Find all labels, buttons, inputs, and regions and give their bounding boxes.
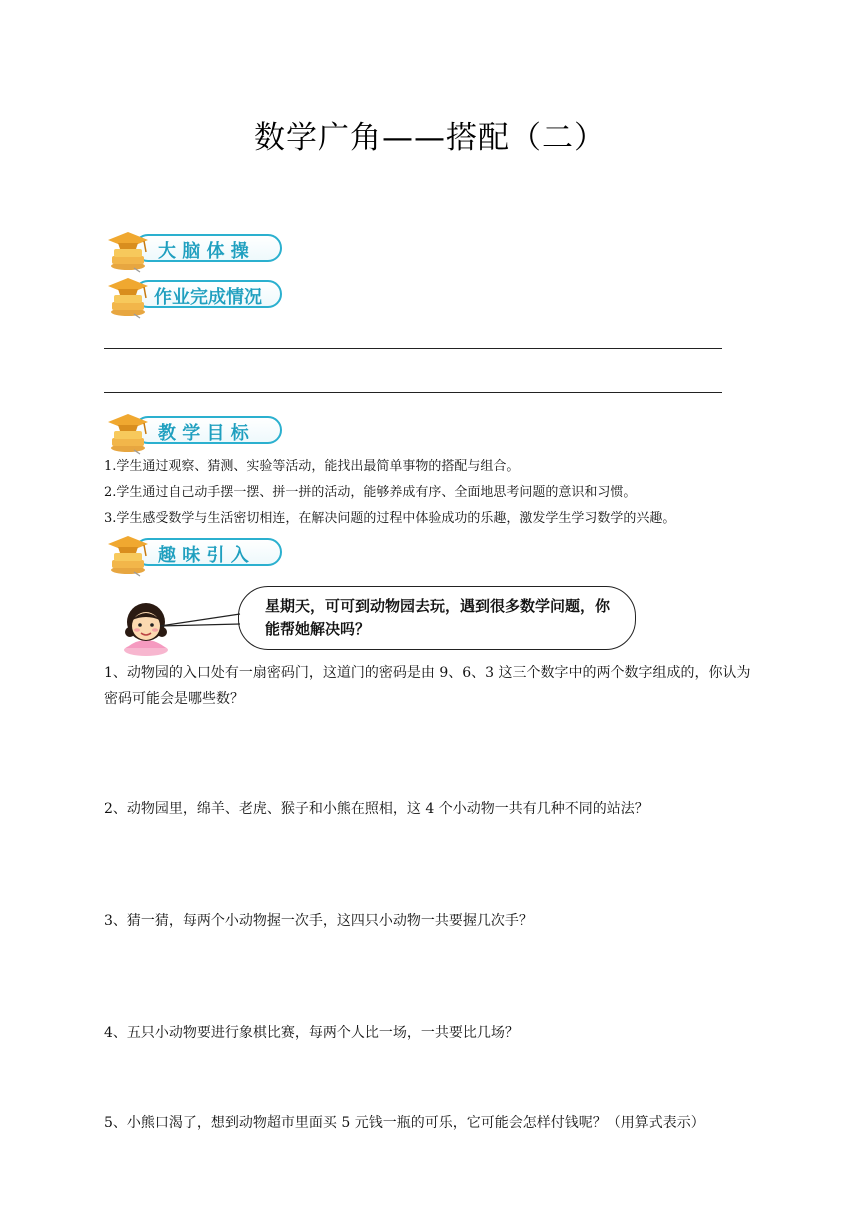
section-badge-brain-exercise: [106, 230, 282, 270]
goal-item: 1.学生通过观察、猜测、实验等活动，能找出最简单事物的搭配与组合。: [104, 459, 520, 474]
graduation-books-icon: [106, 276, 158, 320]
question-3: 3、猜一猜，每两个小动物握一次手，这四只小动物一共要握几次手？: [104, 913, 533, 929]
answer-line: [104, 392, 722, 393]
section-label: 趣 味 引 入: [158, 545, 249, 566]
section-label: 作业完成情况: [154, 287, 262, 308]
speech-bubble: [238, 586, 636, 650]
section-label: 教 学 目 标: [158, 423, 249, 444]
graduation-books-icon: [106, 412, 158, 456]
question-5: 5、小熊口渴了，想到动物超市里面买 5 元钱一瓶的可乐，它可能会怎样付钱呢？（用算式表示）: [104, 1115, 705, 1131]
page-title: 数学广角——搭配（二）: [254, 120, 606, 156]
answer-line: [104, 348, 722, 349]
section-badge-fun-intro: [106, 534, 282, 574]
section-label: 大 脑 体 操: [158, 241, 249, 262]
graduation-books-icon: [106, 534, 158, 578]
question-4: 4、五只小动物要进行象棋比赛，每两个人比一场，一共要比几场？: [104, 1025, 519, 1041]
section-badge-teaching-goals: [106, 412, 282, 452]
speech-text: 星期天，可可到动物园去玩，遇到很多数学问题，你能帮她解决吗？: [265, 597, 611, 638]
goal-item: 3.学生感受数学与生活密切相连，在解决问题的过程中体验成功的乐趣，激发学生学习数学的兴趣。: [104, 511, 676, 526]
question-2: 2、动物园里，绵羊、老虎、猴子和小熊在照相，这 4 个小动物一共有几种不同的站法？: [104, 801, 649, 817]
graduation-books-icon: [106, 230, 158, 274]
question-1: 1、动物园的入口处有一扇密码门，这道门的密码是由 9、6、3 这三个数字中的两个数字组成的，你认为密码可能会是哪些数？: [104, 665, 751, 707]
speech-pointer: [160, 612, 244, 628]
goal-item: 2.学生通过自己动手摆一摆、拼一拼的活动，能够养成有序、全面地思考问题的意识和习惯。: [104, 485, 637, 500]
section-badge-homework-status: [106, 276, 282, 316]
